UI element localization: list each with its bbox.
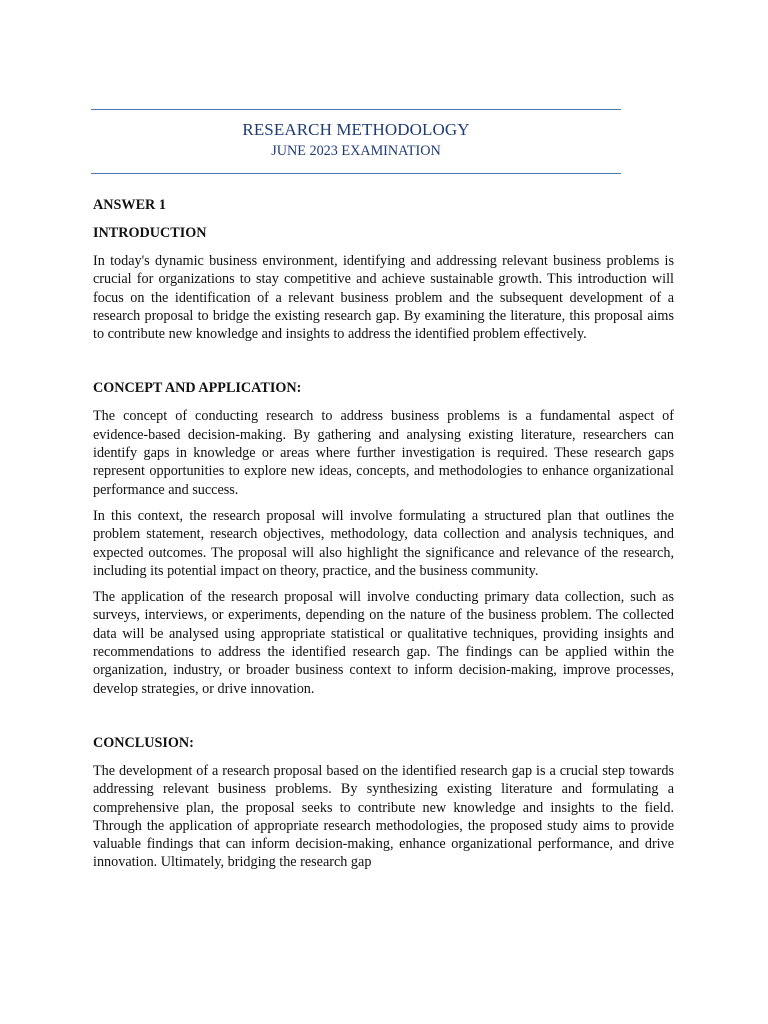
conclusion-paragraph: The development of a research proposal based on the identified research gap is a crucial step towards addressing relevant business problems. By synthesizing existing literature and formulating a comprehensive plan, the proposal seeks to contribute new knowledge and insights to the field. Through the application of appropriate research methodologies, the proposed study aims to provide valuable findings that can inform decision-making, enhance organizational performance, and drive innovation. Ultimately, bridging the research gap [93,762,674,871]
header-top-rule [91,109,621,110]
conclusion-heading: CONCLUSION: [93,734,194,751]
concept-heading: CONCEPT AND APPLICATION: [93,380,302,397]
document-title: RESEARCH METHODOLOGY [242,120,470,139]
introduction-heading: INTRODUCTION [93,225,207,241]
concept-paragraph-1: The concept of conducting research to address business problems is a fundamental aspect of evidence-based decision-making. By gathering and analysing existing literature, researchers can identify gaps in knowledge or areas where further investigation is required. These research gaps represent opportunities to explore new ideas, concepts, and methodologies to enhance organizational performance and success. [93,408,674,498]
concept-paragraph-2: In this context, the research proposal will involve formulating a structured plan that outlines the problem statement, research objectives, methodology, data collection and analysis techniques, and expected outcomes. The proposal will also highlight the significance and relevance of the research, including its potential impact on theory, practice, and the business community. [93,507,674,579]
document-body [93,196,674,872]
answer-label: ANSWER 1 [93,197,166,213]
introduction-paragraph: In today's dynamic business environment, identifying and addressing relevant business problems is crucial for organizations to stay competitive and achieve sustainable growth. This introduction will focus on the identification of a relevant business problem and the subsequent development of a research proposal to bridge the existing research gap. By examining the literature, this proposal aims to contribute new knowledge and insights to address the identified problem effectively. [93,253,674,343]
concept-paragraph-3: The application of the research proposal will involve conducting primary data collection, such as surveys, interviews, or experiments, depending on the nature of the business problem. The collected data will be analysed using appropriate statistical or qualitative techniques, providing insights and recommendations to address the identified research gap. The findings can be applied within the organization, industry, or broader business context to inform decision-making, improve processes, develop strategies, or drive innovation. [93,589,674,697]
header-bottom-rule [91,173,621,174]
document-subtitle: JUNE 2023 EXAMINATION [271,143,441,159]
